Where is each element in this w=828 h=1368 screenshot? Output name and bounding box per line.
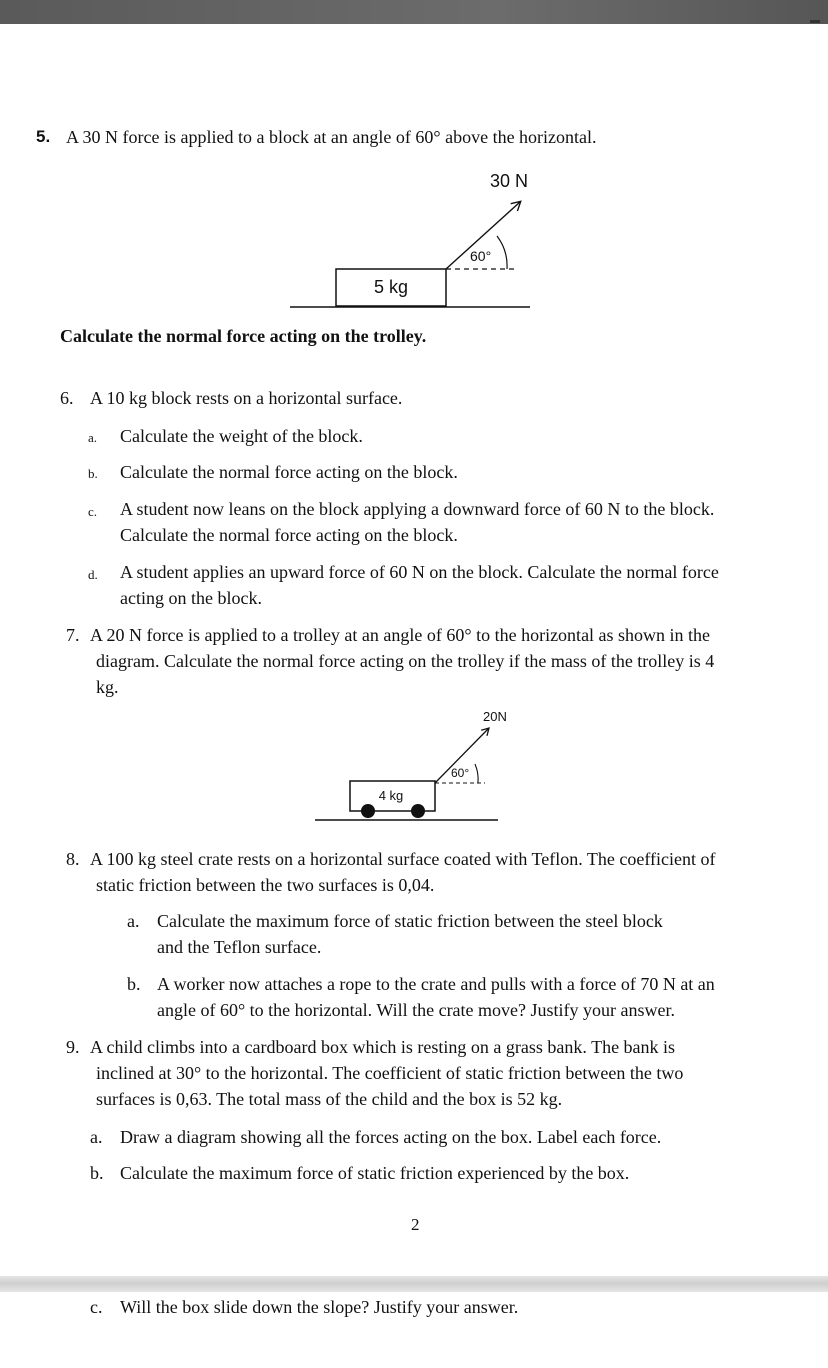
q6c-text-line1: A student now leans on the block applying a downward force of 60 N to the block.	[120, 499, 715, 519]
q6a-text: Calculate the weight of the block.	[120, 426, 363, 446]
q6-number: 6.	[60, 388, 74, 408]
q6b-label: b.	[88, 466, 98, 481]
q6a-label: a.	[88, 430, 98, 445]
q5-question: Calculate the normal force acting on the trolley.	[60, 326, 427, 346]
q6d-text-line1: A student applies an upward force of 60 N on the block. Calculate the normal force	[120, 562, 719, 582]
q7-text-line1: A 20 N force is applied to a trolley at an angle of 60° to the horizontal as shown in the	[90, 625, 711, 645]
q9c-text: Will the box slide down the slope? Justify your answer.	[120, 1297, 519, 1317]
q7-angle-label: 60°	[451, 766, 470, 780]
q6b-text: Calculate the normal force acting on the block.	[120, 462, 458, 482]
q7-force-label: 20N	[483, 709, 507, 724]
q8b-text-line2: angle of 60° to the horizontal. Will the crate move? Justify your answer.	[157, 1000, 676, 1020]
page-break-divider	[0, 1276, 828, 1292]
q9a-text: Draw a diagram showing all the forces acting on the box. Label each force.	[120, 1127, 662, 1147]
q8a-text-line2: and the Teflon surface.	[157, 937, 322, 957]
q8-text-line1: A 100 kg steel crate rests on a horizontal surface coated with Teflon. The coefficient of	[90, 849, 716, 869]
q5-number: 5.	[36, 127, 51, 146]
q7-text-line3: kg.	[96, 677, 119, 697]
q5-angle-label: 60°	[470, 248, 492, 264]
top-bar-mark	[810, 20, 820, 23]
q5-diagram	[280, 165, 550, 315]
q7-text-line2: diagram. Calculate the normal force acting on the trolley if the mass of the trolley is 4	[96, 651, 715, 671]
q9b-text: Calculate the maximum force of static friction experienced by the box.	[120, 1163, 630, 1183]
q8b-text-line1: A worker now attaches a rope to the crate and pulls with a force of 70 N at an	[157, 974, 715, 994]
q9-text-line2: inclined at 30° to the horizontal. The coefficient of static friction between the two	[96, 1063, 684, 1083]
q8a-label: a.	[127, 911, 140, 931]
q5-mass-label: 5 kg	[373, 277, 409, 297]
q6-text: A 10 kg block rests on a horizontal surface.	[90, 388, 403, 408]
q9-text-line3: surfaces is 0,63. The total mass of the child and the box is 52 kg.	[96, 1089, 563, 1109]
q7-trolley-wheel-right	[411, 804, 425, 818]
q9-number: 9.	[66, 1037, 80, 1057]
q8a-text-line1: Calculate the maximum force of static friction between the steel block	[157, 911, 663, 931]
q7-diagram	[305, 700, 515, 830]
q8-number: 8.	[66, 849, 80, 869]
q9c-label: c.	[90, 1297, 103, 1317]
q6c-text-line2: Calculate the normal force acting on the block.	[120, 525, 458, 545]
q7-angle-arc	[475, 764, 478, 783]
q7-mass-label: 4 kg	[378, 788, 404, 803]
q9-text-line1: A child climbs into a cardboard box which is resting on a grass bank. The bank is	[90, 1037, 676, 1057]
top-bar	[0, 0, 828, 24]
q7-trolley-wheel-left	[361, 804, 375, 818]
q6d-label: d.	[88, 567, 98, 582]
q5-force-label: 30 N	[489, 171, 528, 191]
q7-number: 7.	[66, 625, 80, 645]
q6d-text-line2: acting on the block.	[120, 588, 262, 608]
page-number: 2	[411, 1215, 420, 1234]
q5-text: A 30 N force is applied to a block at an angle of 60° above the horizontal.	[66, 127, 597, 147]
q9b-label: b.	[90, 1163, 104, 1183]
q8b-label: b.	[127, 974, 141, 994]
q5-angle-arc	[497, 236, 507, 269]
q8-text-line2: static friction between the two surfaces is 0,04.	[96, 875, 435, 895]
q9a-label: a.	[90, 1127, 103, 1147]
q6c-label: c.	[88, 504, 98, 519]
